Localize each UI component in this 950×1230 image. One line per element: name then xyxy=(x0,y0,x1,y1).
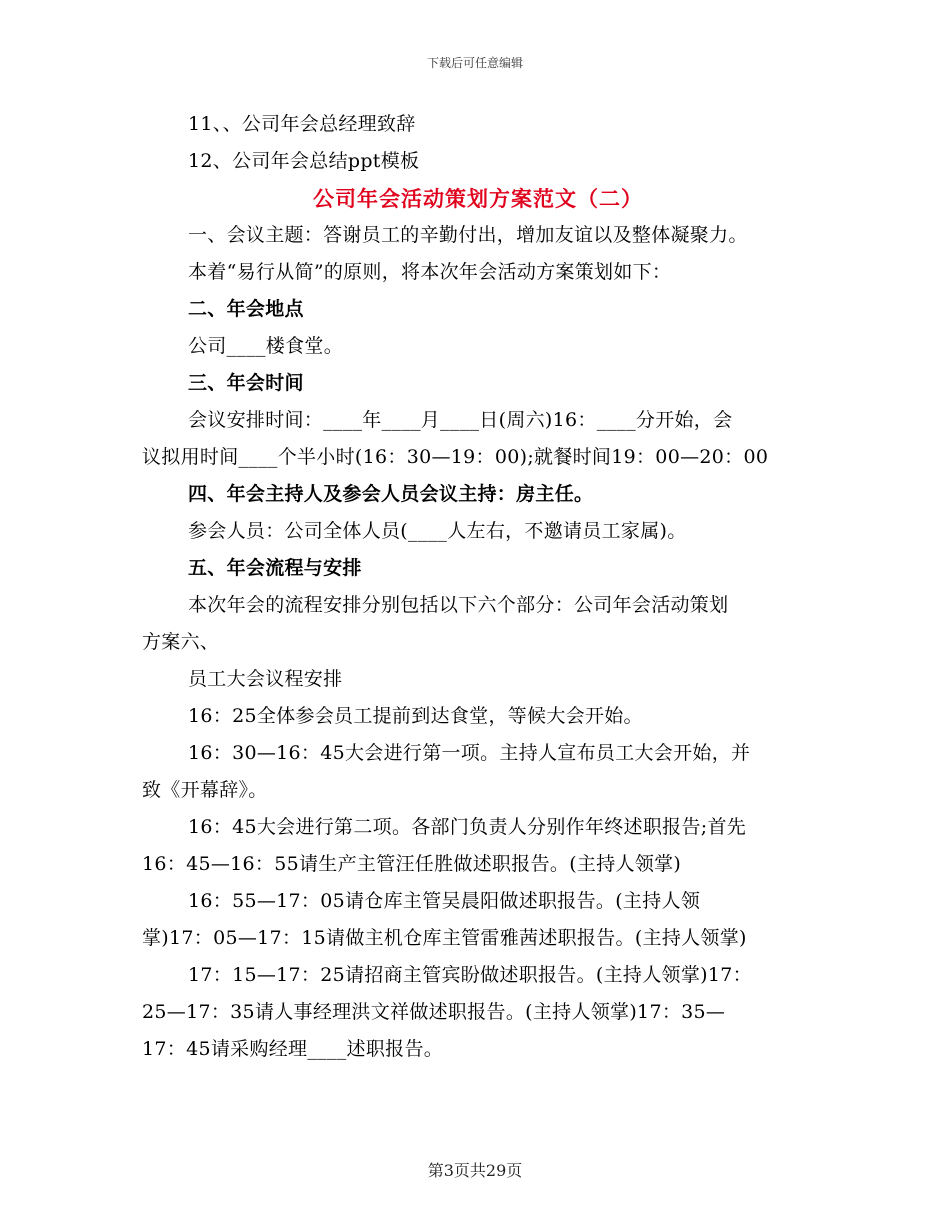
page-number: 第3页共29页 xyxy=(427,1161,523,1180)
paragraph-line: 16：30—16：45大会进行第一项。主持人宣布员工大会开始，并 xyxy=(188,742,751,764)
paragraph-line: 参会人员：公司全体人员(____人左右，不邀请员工家属)。 xyxy=(188,520,687,542)
paragraph-line: 会议安排时间：____年____月____日(周六)16：____分开始，会 xyxy=(188,409,733,431)
paragraph-line: 公司____楼食堂。 xyxy=(188,335,344,357)
heading-location: 二、年会地点 xyxy=(188,298,304,320)
paragraph-line: 16：45—16：55请生产主管汪任胜做述职报告。(主持人领掌) xyxy=(142,853,682,875)
paragraph-line: 16：25全体参会员工提前到达食堂，等候大会开始。 xyxy=(188,705,643,727)
paragraph-line: 议拟用时间____个半小时(16：30—19：00);就餐时间19：00—20：00 xyxy=(142,446,769,468)
paragraph-line: 16：55—17：05请仓库主管吴晨阳做述职报告。(主持人领 xyxy=(188,890,701,912)
paragraph-line: 25—17：35请人事经理洪文祥做述职报告。(主持人领掌)17：35— xyxy=(142,1001,726,1023)
document-body xyxy=(142,106,814,1068)
heading-time: 三、年会时间 xyxy=(188,372,304,394)
section-title: 公司年会活动策划方案范文（二） xyxy=(313,186,643,211)
heading-host: 四、年会主持人及参会人员会议主持：房主任。 xyxy=(188,483,594,505)
paragraph-line: 16：45大会进行第二项。各部门负责人分别作年终述职报告;首先 xyxy=(188,816,747,838)
paragraph-line: 致《开幕辞》。 xyxy=(142,779,268,801)
paragraph-line: 17：45请采购经理____述职报告。 xyxy=(142,1038,444,1060)
paragraph-line: 员工大会议程安排 xyxy=(188,668,343,690)
list-item-12: 12、公司年会总结ppt模板 xyxy=(188,150,420,172)
list-item-11: 11、、公司年会总经理致辞 xyxy=(188,113,416,135)
paragraph-line: 17：15—17：25请招商主管宾盼做述职报告。(主持人领掌)17： xyxy=(188,964,752,986)
header-note: 下载后可任意编辑 xyxy=(426,56,523,70)
paragraph-line: 掌)17：05—17：15请做主机仓库主管雷雅茜述职报告。(主持人领掌) xyxy=(142,927,747,949)
heading-agenda: 五、年会流程与安排 xyxy=(188,557,362,579)
paragraph-line: 本次年会的流程安排分别包括以下六个部分：公司年会活动策划 xyxy=(188,594,729,616)
paragraph-line: 方案六、 xyxy=(142,631,220,653)
paragraph-line: 本着“易行从简”的原则，将本次年会活动方案策划如下： xyxy=(188,261,672,283)
paragraph-line: 一、会议主题：答谢员工的辛勤付出，增加友谊以及整体凝聚力。 xyxy=(188,224,748,246)
